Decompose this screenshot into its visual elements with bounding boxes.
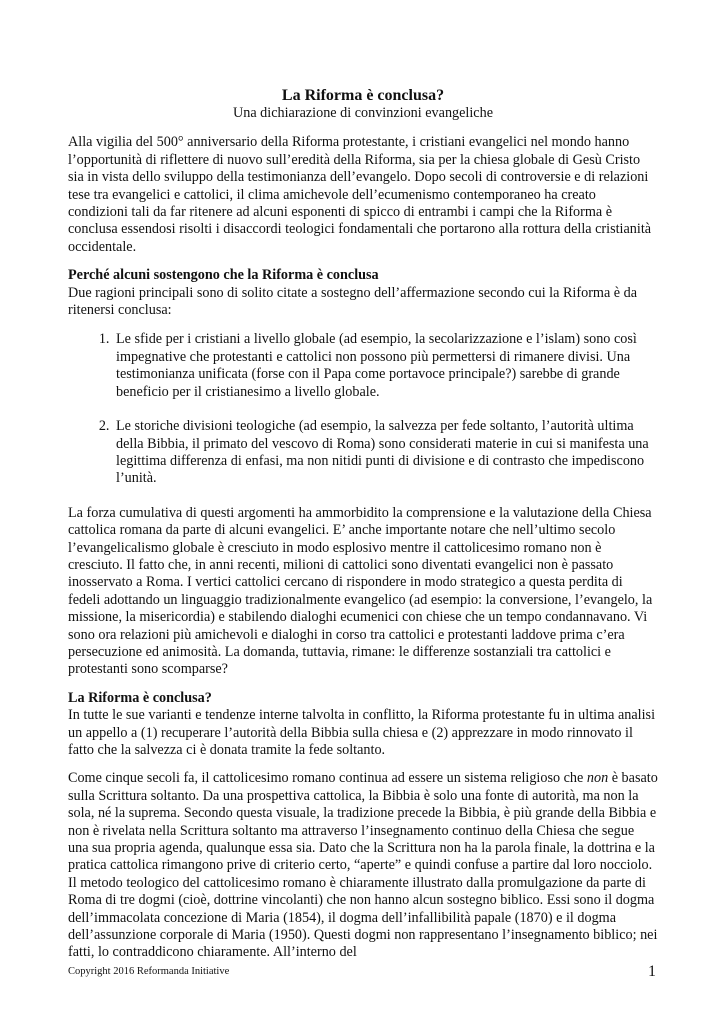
section-lead-why: Due ragioni principali sono di solito citate a sostegno dell’affermazione secondo cui la Riforma è da ritenersi conclusa: <box>68 284 638 319</box>
document-title: La Riforma è conclusa? <box>281 87 445 104</box>
intro-paragraph: Alla vigilia del 500° anniversario della Riforma protestante, i cristiani evangelici nel mondo hanno l’opportunità di riflettere di nuovo sull’eredità della Riforma, sia per la chiesa globale di Gesù Cristo sia in vista dello sviluppo della testimonianza dell’evangelo. Dopo secoli di controversie e di relazioni tese tra evangelici e cattolici, il clima amichevole dell’ecumenismo contemporaneo ha creato condizioni tali da far ritenere ad alcuni esponenti di spicco di entrambi i campi che la Riforma è conclusa essendosi risolti i disaccordi teologici fondamentali che portarono alla rottura della cristianità occidentale. <box>68 134 652 255</box>
section-heading-why: Perché alcuni sostengono che la Riforma è conclusa <box>68 267 379 284</box>
reason-item-2: 2. Le storiche divisioni teologiche (ad esempio, la salvezza per fede soltanto, l’autorità ultima della Bibbia, il primato del vescovo di Roma) sono considerati materie in cui si manifesta una legittima differenza di enfasi, ma non nitidi punti di divisione e di contrasto che impediscono l’unità. <box>113 418 658 488</box>
document-subtitle: Una dichiarazione di convinzioni evangeliche <box>233 105 493 121</box>
page-footer <box>68 963 656 980</box>
document-body <box>68 86 658 973</box>
section-lead-concluded: In tutte le sue varianti e tendenze interne talvolta in conflitto, la Riforma protestante fu in ultima analisi un appello a (1) recuperare l’autorità della Bibbia sulla chiesa e (2) apprezzare in modo rinnovato il fatto che la salvezza ci è donata tramite la fede soltanto. <box>68 707 656 758</box>
tradition-text-end: è basato sulla Scrittura soltanto. Da una prospettiva cattolica, la Bibbia è solo una fonte di autorità, ma non la sola, né la suprema. Secondo questa visuale, la tradizione precede la Bibbia, è più grande della Bibbia e non è rivelata nella Scrittura soltanto ma attraverso l’insegnamento continuo della Chiesa che segue una sua propria agenda, qualunque essa sia. Dato che la Scrittura non ha la parola finale, la dottrina e la pratica cattolica rimangono prive di criterio certo, “aperte” e quindi confuse a partire dal loro nocciolo. Il metodo teologico del cattolicesimo romano è chiaramente illustrato dalla promulgazione da parte di Roma di tre dogmi (cioè, dottrine vincolanti) che non hanno alcun sostegno biblico. Essi sono il dogma dell’immacolata concezione di Maria (1854), il dogma dell’infallibilità papale (1870) e il dogma dell’assunzione corporale di Maria (1950). Questi dogmi non rappresentano l’insegnamento biblico; nei fatti, lo contraddicono chiaramente. All’interno del <box>68 770 658 961</box>
reason-item-1: 1. Le sfide per i cristiani a livello globale (ad esempio, la secolarizzazione e l’islam) sono così impegnative che protestanti e cattolici non possono più permettersi di rimanere divisi. Una testimonianza unificata (forse con il Papa come portavoce principale?) sarebbe di grande beneficio per il cristianesimo a livello globale. <box>113 331 658 401</box>
page-number: 1 <box>648 963 656 980</box>
tradition-paragraph <box>68 770 658 961</box>
section-heading-concluded: La Riforma è conclusa? <box>68 689 212 706</box>
emphasis-non: non <box>586 770 609 787</box>
tradition-text-start: Come cinque secoli fa, il cattolicesimo romano continua ad essere un sistema religioso che <box>68 770 587 787</box>
copyright-notice: Copyright 2016 Reformanda Initiative <box>68 966 230 977</box>
reasons-list <box>68 331 658 487</box>
cumulative-force-paragraph: La forza cumulativa di questi argomenti ha ammorbidito la comprensione e la valutazione della Chiesa cattolica romana da parte di alcuni evangelici. E’ anche importante notare che nell’ultimo secolo l’evangelicalismo globale è cresciuto in modo esplosivo mentre il cattolicesimo romano non è cresciuto. Il fatto che, in anni recenti, milioni di cattolici sono diventati evangelici non è passato inosservato a Roma. I vertici cattolici cercano di rispondere in modo strategico a questa perdita di fedeli adottando un linguaggio tradizionalmente evangelico (ad esempio: la conversione, l’evangelo, la missione, la misericordia) e stabilendo dialoghi ecumenici con chiese che un tempo condannavano. Vi sono ora relazioni più amichevoli e dialoghi in corso tra cattolici e protestanti laddove prima c’era persecuzione ed animosità. La domanda, tuttavia, rimane: le differenze sostanziali tra cattolici e protestanti sono scomparse? <box>68 504 653 678</box>
